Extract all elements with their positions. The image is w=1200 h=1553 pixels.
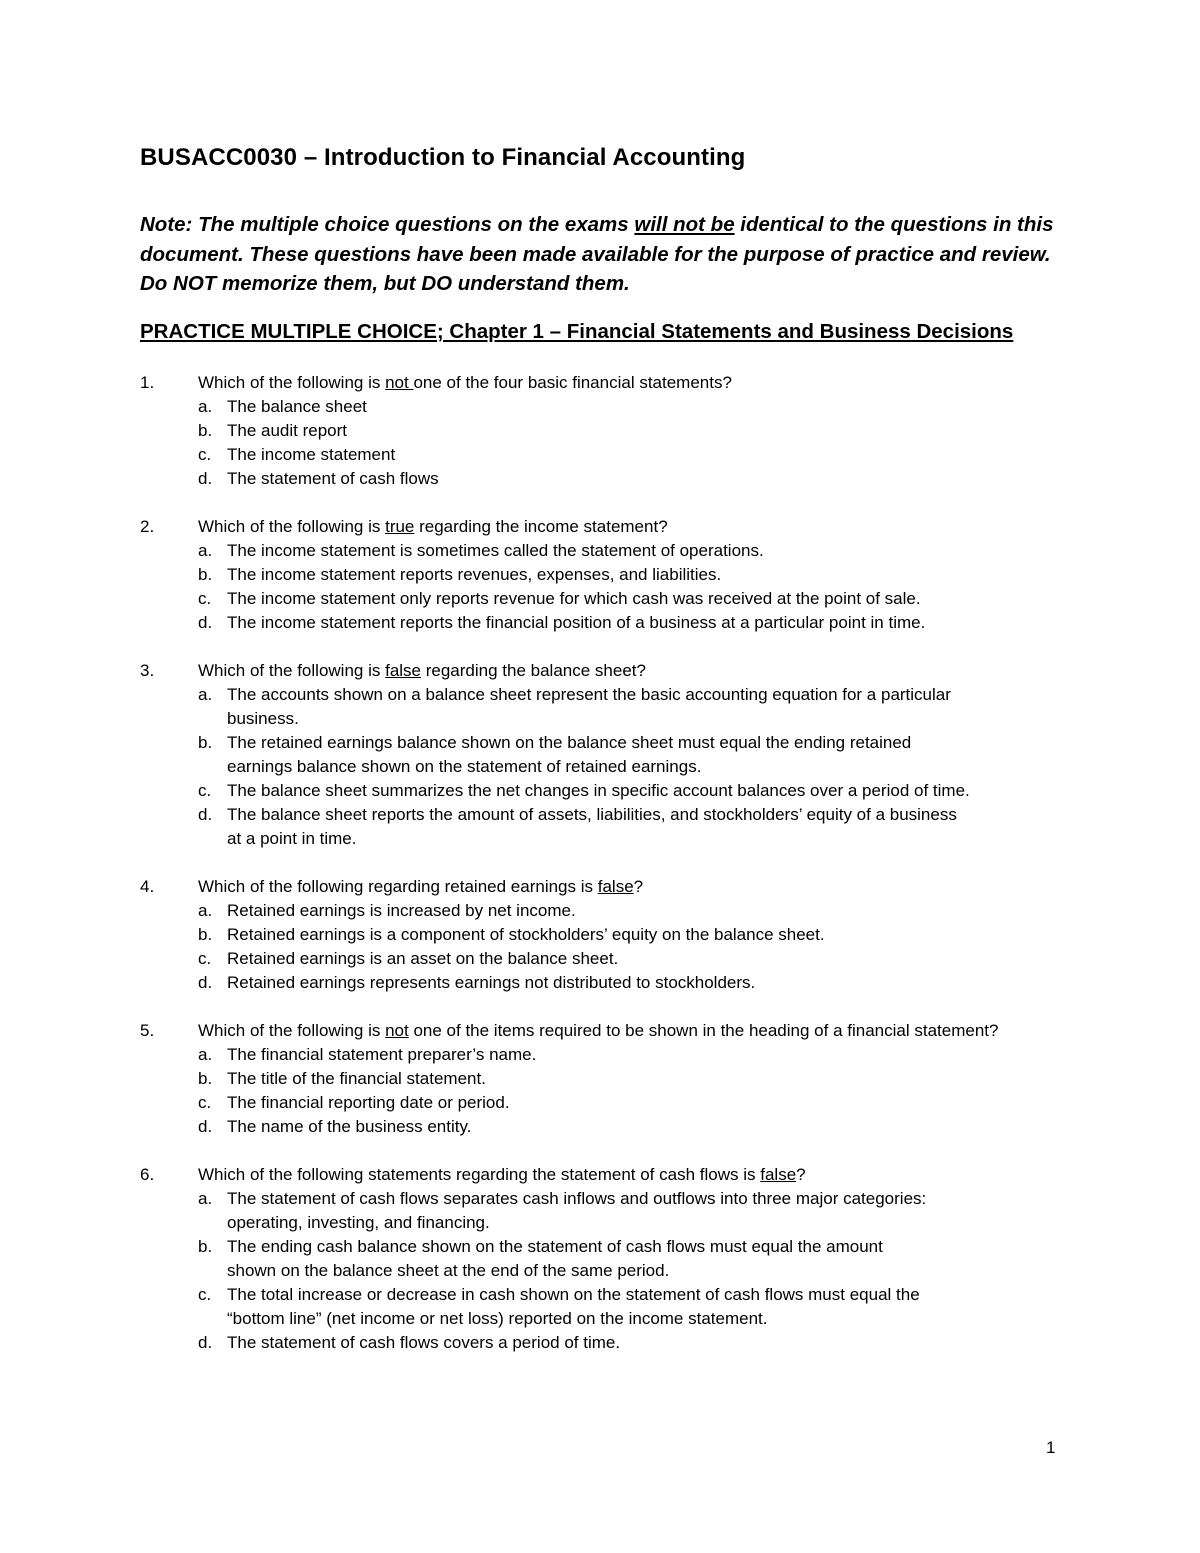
question-number: 6. [140, 1165, 155, 1184]
question-item [140, 875, 1100, 995]
option-letter: a. [198, 685, 213, 704]
question-text [198, 1163, 1100, 1187]
note-line-1 [140, 210, 1080, 240]
option-text-line: The income statement is sometimes called the statement of operations. [227, 541, 764, 560]
option-text-line: The income statement only reports revenue for which cash was received at the point of sale. [227, 589, 921, 608]
option-text-line: The statement of cash flows separates cash inflows and outflows into three major categories: [227, 1189, 927, 1208]
option-text-line: The statement of cash flows [227, 469, 439, 488]
page-number: 1 [1046, 1438, 1056, 1457]
option-text-line: The income statement reports the financial position of a business at a particular point in time. [227, 613, 926, 632]
question-number: 4. [140, 877, 155, 896]
option-text-line: The audit report [227, 421, 348, 440]
question-emphasis: false [760, 1165, 797, 1184]
option-text [227, 1091, 1100, 1115]
option-text-line: Retained earnings is an asset on the balance sheet. [227, 949, 619, 968]
option-text [227, 1067, 1100, 1091]
option-letter: c. [198, 949, 212, 968]
question-text [198, 515, 1100, 539]
question-text-start: Which of the following is [198, 373, 386, 392]
document-title: BUSACC0030 – Introduction to Financial Accounting [140, 144, 746, 171]
option-text-line: Retained earnings is a component of stockholders’ equity on the balance sheet. [227, 925, 825, 944]
option-text [227, 1043, 1100, 1067]
option-text [227, 947, 1100, 971]
answer-options [140, 1187, 1100, 1355]
option-letter: d. [198, 1333, 213, 1352]
question-text-start: Which of the following regarding retained earnings is [198, 877, 598, 896]
option-text [227, 683, 1100, 731]
note-line-1-end: identical to the questions in this [734, 213, 1054, 236]
answer-option [140, 899, 1100, 923]
option-text-line: The income statement [227, 445, 396, 464]
answer-option [140, 731, 1100, 779]
option-text-line: shown on the balance sheet at the end of the same period. [227, 1261, 670, 1280]
question-text-start: Which of the following is [198, 1021, 386, 1040]
option-letter: a. [198, 1045, 213, 1064]
option-text-line: The financial statement preparer’s name. [227, 1045, 537, 1064]
practice-note [140, 210, 1080, 299]
question-stem [140, 1019, 1100, 1043]
answer-option [140, 587, 1100, 611]
option-text [227, 1331, 1100, 1355]
option-text [227, 1283, 1100, 1331]
option-text-line: The balance sheet summarizes the net changes in specific account balances over a period of time. [227, 781, 970, 800]
question-stem [140, 1163, 1100, 1187]
option-text [227, 611, 1100, 635]
option-text [227, 803, 1100, 851]
option-text [227, 899, 1100, 923]
question-item [140, 1019, 1100, 1139]
question-text-start: Which of the following is [198, 661, 386, 680]
option-text-line: The ending cash balance shown on the statement of cash flows must equal the amount [227, 1237, 883, 1256]
option-text [227, 731, 1100, 779]
question-item [140, 371, 1100, 491]
question-text [198, 659, 1100, 683]
option-text-line: The statement of cash flows covers a period of time. [227, 1333, 621, 1352]
note-underlined-phrase: will not be [634, 213, 735, 236]
option-text [227, 563, 1100, 587]
option-text-line: The accounts shown on a balance sheet represent the basic accounting equation for a particular [227, 685, 951, 704]
option-text-line: The title of the financial statement. [227, 1069, 486, 1088]
option-text-line: The name of the business entity. [227, 1117, 472, 1136]
answer-option [140, 611, 1100, 635]
answer-option [140, 971, 1100, 995]
answer-option [140, 1283, 1100, 1331]
question-text [198, 1019, 1100, 1043]
option-letter: c. [198, 781, 212, 800]
answer-option [140, 803, 1100, 851]
option-letter: a. [198, 397, 213, 416]
answer-options [140, 683, 1100, 851]
answer-option [140, 539, 1100, 563]
option-letter: d. [198, 1117, 213, 1136]
answer-option [140, 1115, 1100, 1139]
question-number: 1. [140, 373, 155, 392]
answer-options [140, 899, 1100, 995]
answer-option [140, 467, 1100, 491]
option-text-line: operating, investing, and financing. [227, 1213, 490, 1232]
option-letter: a. [198, 1189, 213, 1208]
option-text [227, 1235, 1100, 1283]
answer-options [140, 539, 1100, 635]
option-text [227, 779, 1100, 803]
option-letter: c. [198, 589, 212, 608]
question-emphasis: not [385, 1021, 409, 1040]
answer-option [140, 1331, 1100, 1355]
option-text [227, 1187, 1100, 1235]
question-emphasis: not [385, 373, 414, 392]
question-text-end: one of the four basic financial statements? [413, 373, 732, 392]
answer-option [140, 1043, 1100, 1067]
question-stem [140, 515, 1100, 539]
question-text [198, 371, 1100, 395]
option-letter: c. [198, 1285, 212, 1304]
answer-option [140, 1091, 1100, 1115]
answer-option [140, 947, 1100, 971]
answer-option [140, 419, 1100, 443]
question-text [198, 875, 1100, 899]
option-letter: b. [198, 925, 213, 944]
answer-option [140, 443, 1100, 467]
question-stem [140, 371, 1100, 395]
option-letter: d. [198, 469, 213, 488]
option-text [227, 1115, 1100, 1139]
section-heading: PRACTICE MULTIPLE CHOICE; Chapter 1 – Financial Statements and Business Decisions [140, 320, 1014, 343]
option-text-line: The balance sheet reports the amount of assets, liabilities, and stockholders’ equity of a business [227, 805, 957, 824]
option-text [227, 539, 1100, 563]
option-letter: c. [198, 1093, 212, 1112]
question-item [140, 659, 1100, 851]
question-text-end: regarding the income statement? [414, 517, 668, 536]
note-line-3: Do NOT memorize them, but DO understand them. [140, 272, 630, 295]
question-emphasis: false [597, 877, 634, 896]
option-text-line: The financial reporting date or period. [227, 1093, 510, 1112]
option-text-line: earnings balance shown on the statement of retained earnings. [227, 757, 702, 776]
question-text-end: ? [796, 1165, 806, 1184]
question-text-end: ? [633, 877, 644, 896]
question-text-end: one of the items required to be shown in the heading of a financial statement? [408, 1021, 999, 1040]
answer-option [140, 779, 1100, 803]
option-letter: b. [198, 1237, 213, 1256]
option-letter: b. [198, 421, 213, 440]
option-text-line: Retained earnings represents earnings not distributed to stockholders. [227, 973, 756, 992]
question-item [140, 515, 1100, 635]
option-text [227, 923, 1100, 947]
option-text-line: Retained earnings is increased by net income. [227, 901, 576, 920]
answer-option [140, 395, 1100, 419]
option-text [227, 419, 1100, 443]
option-text [227, 971, 1100, 995]
option-letter: d. [198, 805, 213, 824]
option-text-line: at a point in time. [227, 829, 357, 848]
note-line-2: document. These questions have been made available for the purpose of practice and review. [140, 242, 1051, 266]
answer-option [140, 563, 1100, 587]
question-list [140, 371, 1100, 1379]
option-letter: d. [198, 613, 213, 632]
question-text-end: regarding the balance sheet? [421, 661, 646, 680]
option-letter: c. [198, 445, 212, 464]
option-letter: b. [198, 733, 213, 752]
option-letter: a. [198, 901, 213, 920]
option-text-line: “bottom line” (net income or net loss) reported on the income statement. [227, 1309, 768, 1328]
option-text [227, 443, 1100, 467]
answer-option [140, 683, 1100, 731]
option-letter: d. [198, 973, 213, 992]
option-text-line: The income statement reports revenues, expenses, and liabilities. [227, 565, 722, 584]
answer-option [140, 1067, 1100, 1091]
question-stem [140, 875, 1100, 899]
question-item [140, 1163, 1100, 1355]
option-letter: b. [198, 1069, 213, 1088]
question-text-start: Which of the following is [198, 517, 386, 536]
question-number: 2. [140, 517, 155, 536]
question-text-start: Which of the following statements regarding the statement of cash flows is [198, 1165, 761, 1184]
option-text [227, 467, 1100, 491]
answer-options [140, 395, 1100, 491]
option-letter: a. [198, 541, 213, 560]
question-emphasis: true [385, 517, 415, 536]
note-line-1-start: Note: The multiple choice questions on the exams [140, 213, 635, 236]
answer-option [140, 1235, 1100, 1283]
question-number: 3. [140, 661, 155, 680]
option-text-line: The retained earnings balance shown on the balance sheet must equal the ending retained [227, 733, 912, 752]
option-letter: b. [198, 565, 213, 584]
option-text-line: The balance sheet [227, 397, 367, 416]
question-emphasis: false [385, 661, 422, 680]
question-number: 5. [140, 1021, 155, 1040]
option-text-line: business. [227, 709, 299, 728]
question-stem [140, 659, 1100, 683]
option-text [227, 395, 1100, 419]
option-text [227, 587, 1100, 611]
answer-option [140, 923, 1100, 947]
answer-options [140, 1043, 1100, 1139]
answer-option [140, 1187, 1100, 1235]
option-text-line: The total increase or decrease in cash shown on the statement of cash flows must equal the [227, 1285, 920, 1304]
